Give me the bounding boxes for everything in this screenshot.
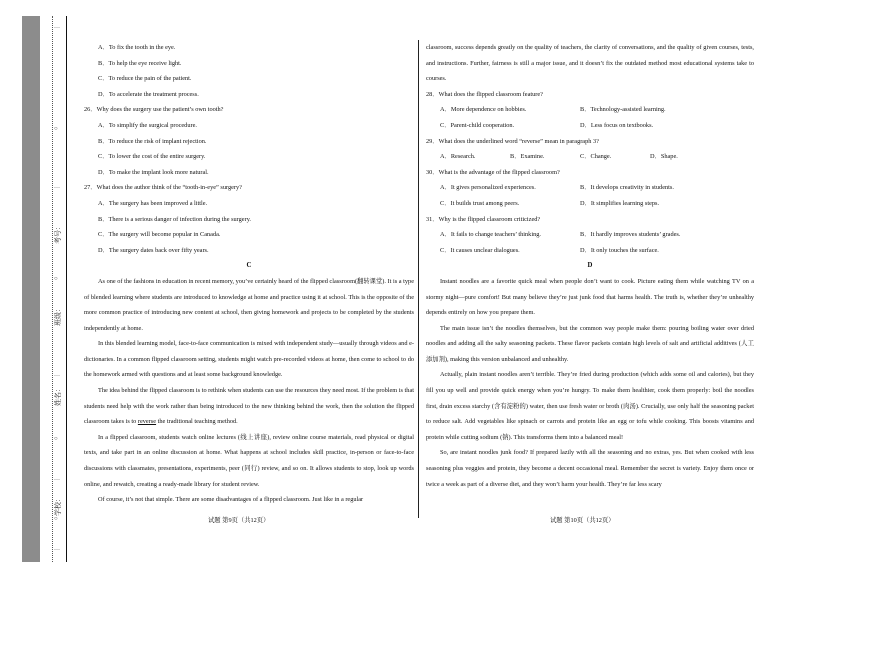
binding-label-class: 班级： bbox=[54, 305, 62, 326]
option-25d: D．To accelerate the treatment process. bbox=[98, 90, 199, 98]
section-heading-d: D bbox=[587, 262, 593, 270]
option-27d: D．The surgery dates back over fifty years. bbox=[98, 246, 209, 254]
option-31a: A．It fails to change teachers’ thinking. bbox=[440, 231, 541, 239]
options-30-row-1 bbox=[426, 180, 754, 196]
options-28-row-2 bbox=[426, 118, 754, 134]
passage-c-continuation: classroom, success depends greatly on the quality of teachers, the clarity of conversations, and the quality of given courses, tests, and instructions. Further, fairness is still a major issue, and it doesn’t fix the outdated method most educational systems take to courses. bbox=[426, 44, 754, 83]
binding-mark: ○ bbox=[54, 516, 58, 522]
question-26: 26．Why does the surgery use the patient’s own tooth? bbox=[84, 106, 224, 114]
binding-mark: ○ bbox=[54, 126, 58, 132]
option-30b: B．It develops creativity in students. bbox=[580, 184, 674, 192]
passage-c-paragraph-1: As one of the fashions in education in recent memory, you’ve certainly heard of the flipped classroom(翻转课堂). It is a type of blended learning where students are introduced to knowledge at home and practice using it at school. This is the opposite of the more common practice of introducing new content at school, then giving homework and projects to be completed by the students independently at home. bbox=[84, 277, 414, 332]
options-30-row-2 bbox=[426, 196, 754, 212]
section-heading-c: C bbox=[246, 262, 252, 270]
options-31-row-1 bbox=[426, 227, 754, 243]
option-28b: B．Technology-assisted learning. bbox=[580, 106, 666, 114]
option-31c: C．It causes unclear dialogues. bbox=[440, 246, 520, 254]
page-left-border bbox=[66, 16, 67, 562]
option-26d: D．To make the implant look more natural. bbox=[98, 168, 209, 176]
option-31d: D．It only touches the surface. bbox=[580, 246, 659, 254]
option-28c: C．Parent-child cooperation. bbox=[440, 121, 515, 129]
binding-dotted-line bbox=[52, 16, 53, 562]
passage-d-paragraph-1: Instant noodles are a favorite quick meal when people don’t want to cook. Picture eating them while watching TV on a stormy night—pure comfort! But many believe they’re just junk food that harms health. The truth is, whether they’re unhealthy depends entirely on how you prepare them. bbox=[426, 277, 754, 317]
binding-mark: … bbox=[54, 24, 60, 30]
option-29d: D．Shape. bbox=[650, 153, 678, 161]
page-footer-left: 试题 第9页（共12页） bbox=[208, 517, 270, 524]
binding-mark: ○ bbox=[54, 276, 58, 282]
option-28a: A．More dependence on hobbies. bbox=[440, 106, 527, 114]
left-column bbox=[84, 40, 414, 508]
binding-mark: … bbox=[54, 372, 60, 378]
passage-d-paragraph-2: The main issue isn’t the noodles themselves, but the common way people make them: pouring boiling water over dried noodles and adding all the salty seasoning packets. These flavor packets contain high levels of salt and artificial additives (人工添加剂), making this version unbalanced and unhealthy. bbox=[426, 324, 754, 363]
page-footer-right: 试题 第10页（共12页） bbox=[550, 517, 615, 524]
binding-label-name: 姓名： bbox=[54, 385, 62, 406]
question-28: 28．What does the flipped classroom feature? bbox=[426, 90, 543, 98]
option-25c: C．To reduce the pain of the patient. bbox=[98, 75, 192, 83]
underlined-word-reverse: reverse bbox=[137, 418, 157, 426]
option-30c: C．It builds trust among peers. bbox=[440, 199, 520, 207]
passage-c-paragraph-2: In this blended learning model, face-to-face communication is mixed with independent study—usually through videos and e-dictionaries. In a common flipped classroom setting, students might watch pre-recorded videos at home, then come to school to do the homework armed with questions and at least some background knowledge. bbox=[84, 340, 414, 379]
options-28-row-1 bbox=[426, 102, 754, 118]
option-29c: C．Change. bbox=[580, 153, 612, 161]
question-30: 30．What is the advantage of the flipped classroom? bbox=[426, 168, 560, 176]
question-31: 31．Why is the flipped classroom criticized? bbox=[426, 215, 541, 223]
binding-gray-bar bbox=[22, 16, 40, 562]
binding-mark: … bbox=[54, 546, 60, 552]
option-30d: D．It simplifies learning steps. bbox=[580, 199, 660, 207]
binding-label-school: 学校： bbox=[54, 495, 62, 516]
option-30a: A．It gives personalized experiences. bbox=[440, 184, 536, 192]
binding-mark: ○ bbox=[54, 436, 58, 442]
binding-mark: … bbox=[54, 184, 60, 190]
option-27b: B．There is a serious danger of infection during the surgery. bbox=[98, 215, 252, 223]
option-29b: B．Examine. bbox=[510, 153, 545, 161]
option-28d: D．Less focus on textbooks. bbox=[580, 121, 654, 129]
option-27a: A．The surgery has been improved a little. bbox=[98, 199, 208, 207]
option-26b: B．To reduce the risk of implant rejection. bbox=[98, 137, 207, 145]
options-31-row-2 bbox=[426, 243, 754, 259]
option-31b: B．It hardly improves students’ grades. bbox=[580, 231, 681, 239]
passage-c-paragraph-4: In a flipped classroom, students watch online lectures (线上讲座), review online course materials, read physical or digital texts, and take part in an online discussion at home. What happens at school includes skill practice, in-person or face-to-face discussions with classmates, presentations, experiments, peer (同行) review, and so on. It allows students to stop, look up words online, and rewatch, creating a ready-made library for student review. bbox=[84, 433, 414, 488]
option-27c: C．The surgery will become popular in Canada. bbox=[98, 231, 221, 239]
question-29: 29．What does the underlined word “reverse” mean in paragraph 3? bbox=[426, 137, 599, 145]
option-29a: A．Research. bbox=[440, 153, 476, 161]
binding-mark: … bbox=[54, 476, 60, 482]
paragraph-3-text-a: The idea behind the flipped classroom is to rethink when students can use the resources they need most. If the problem is that students need help with the work rather than being introduced to the new thinking behind the work, then the solution the flipped classroom takes is to bbox=[84, 387, 414, 426]
binding-label-id: 考号： bbox=[54, 223, 62, 244]
option-25a: A．To fix the tooth in the eye. bbox=[98, 44, 176, 51]
right-column bbox=[426, 40, 754, 492]
passage-d-paragraph-3: Actually, plain instant noodles aren’t terrible. They’re fried during production (which adds some oil and calories), but they fill you up well and provide quick energy when you’re hungry. To make them healthier, cook them properly: boil the noodles first, drain excess starchy (含有淀粉的) water, then use fresh water or broth (肉汤). Crucially, use only half the seasoning packet to reduce salt. Add vegetables like spinach or carrots and protein like an egg or tofu while cooking. This boosts vitamins and protein while cutting sodium (钠). This transforms them into a balanced meal! bbox=[426, 371, 754, 441]
passage-c-paragraph-3 bbox=[84, 383, 414, 430]
paragraph-3-text-b: the traditional teaching method. bbox=[156, 418, 238, 426]
option-25b: B．To help the eye receive light. bbox=[98, 59, 182, 67]
question-27: 27．What does the author think of the “tooth-in-eye” surgery? bbox=[84, 184, 242, 192]
option-26c: C．To lower the cost of the entire surgery. bbox=[98, 153, 206, 161]
column-divider bbox=[418, 40, 419, 518]
passage-d-paragraph-4: So, are instant noodles junk food? If prepared lazily with all the seasoning and no extras, yes. But when cooked with less seasoning plus veggies and protein, they become a decent occasional meal. Remember the secret is variety. Enjoy them once or twice a week as part of a diverse diet, and they won’t harm your health. They’re far less scary bbox=[426, 449, 754, 488]
options-29-row bbox=[426, 149, 754, 165]
binding-strip bbox=[22, 16, 68, 562]
option-26a: A．To simplify the surgical procedure. bbox=[98, 121, 197, 129]
passage-c-paragraph-5: Of course, it’s not that simple. There are some disadvantages of a flipped classroom. Just like in a regular bbox=[98, 496, 364, 504]
